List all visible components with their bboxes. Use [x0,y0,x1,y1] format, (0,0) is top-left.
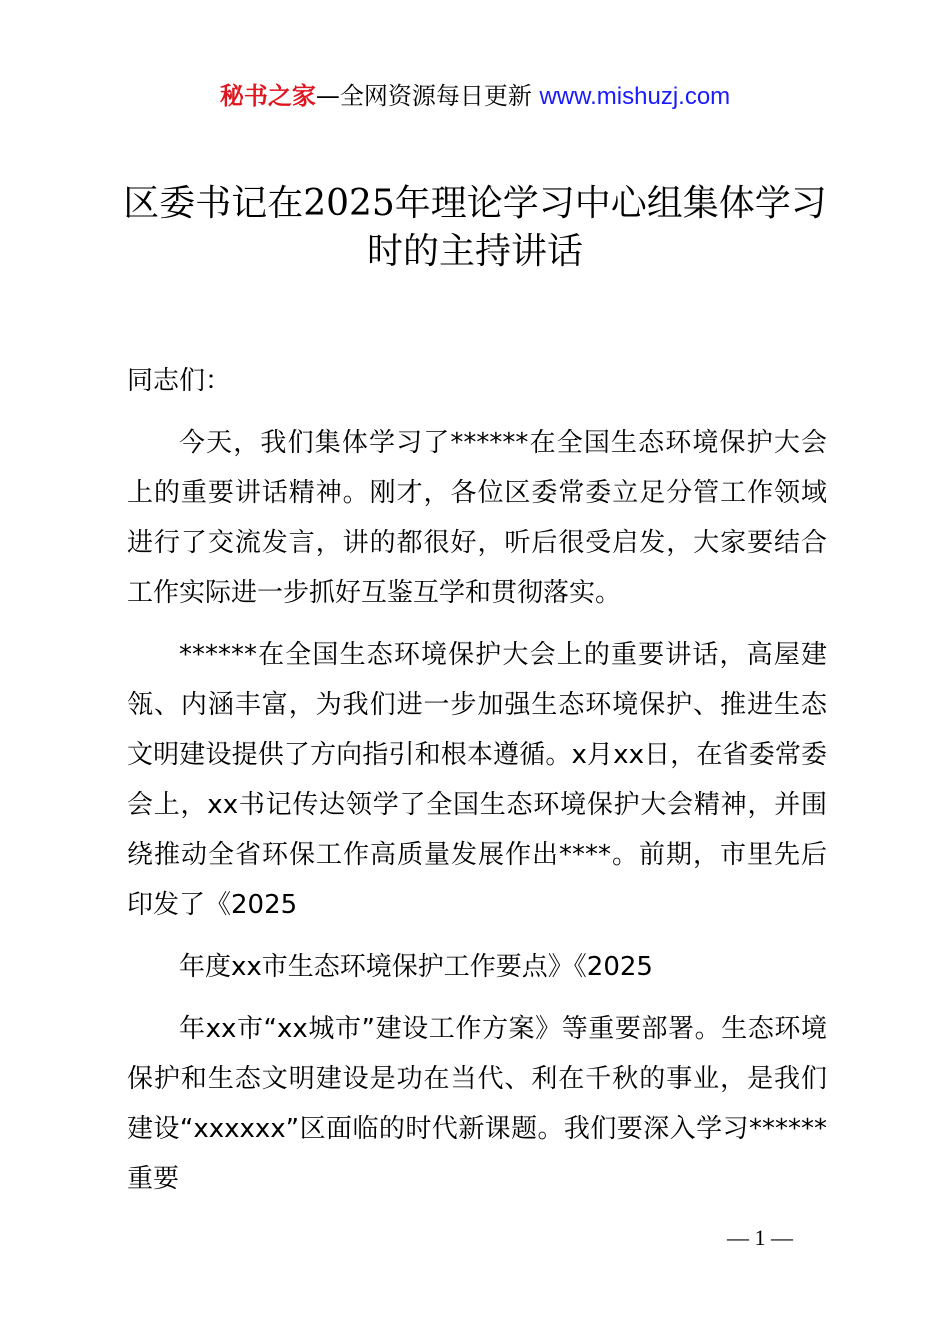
site-banner [0,80,950,113]
title-line-1: 区委书记在2025年理论学习中心组集体学习 [123,183,827,224]
document-body [127,356,827,1216]
salutation: 同志们： [127,366,232,396]
banner-url[interactable]: www.mishuzj.com [539,83,731,110]
title-line-2: 时的主持讲话 [366,231,583,272]
document-title [100,180,850,276]
paragraph: ******在全国生态环境保护大会上的重要讲话，高屋建瓴、内涵丰富，为我们进一步加强生态环境保护、推进生态文明建设提供了方向指引和根本遵循。x月xx日，在省委常委会上，xx书记传达领学了全国生态环境保护大会精神，并围绕推动全省环保工作高质量发展作出****。前期，市里先后印发了《2025 [127,640,827,920]
paragraph: 今天，我们集体学习了******在全国生态环境保护大会上的重要讲话精神。刚才，各位区委常委立足分管工作领域进行了交流发言，讲的都很好，听后很受启发，大家要结合工作实际进一步抓好互鉴互学和贯彻落实。 [127,428,827,608]
banner-slogan: —全网资源每日更新 [315,82,532,110]
page-number: — 1 — [727,1225,793,1250]
paragraph: 年xx市“xx城市”建设工作方案》等重要部署。生态环境保护和生态文明建设是功在当代、利在千秋的事业，是我们建设“xxxxxx”区面临的时代新课题。我们要深入学习******重要 [127,1014,827,1194]
paragraph: 年度xx市生态环境保护工作要点》《2025 [179,952,653,982]
banner-brand: 秘书之家 [219,82,316,110]
